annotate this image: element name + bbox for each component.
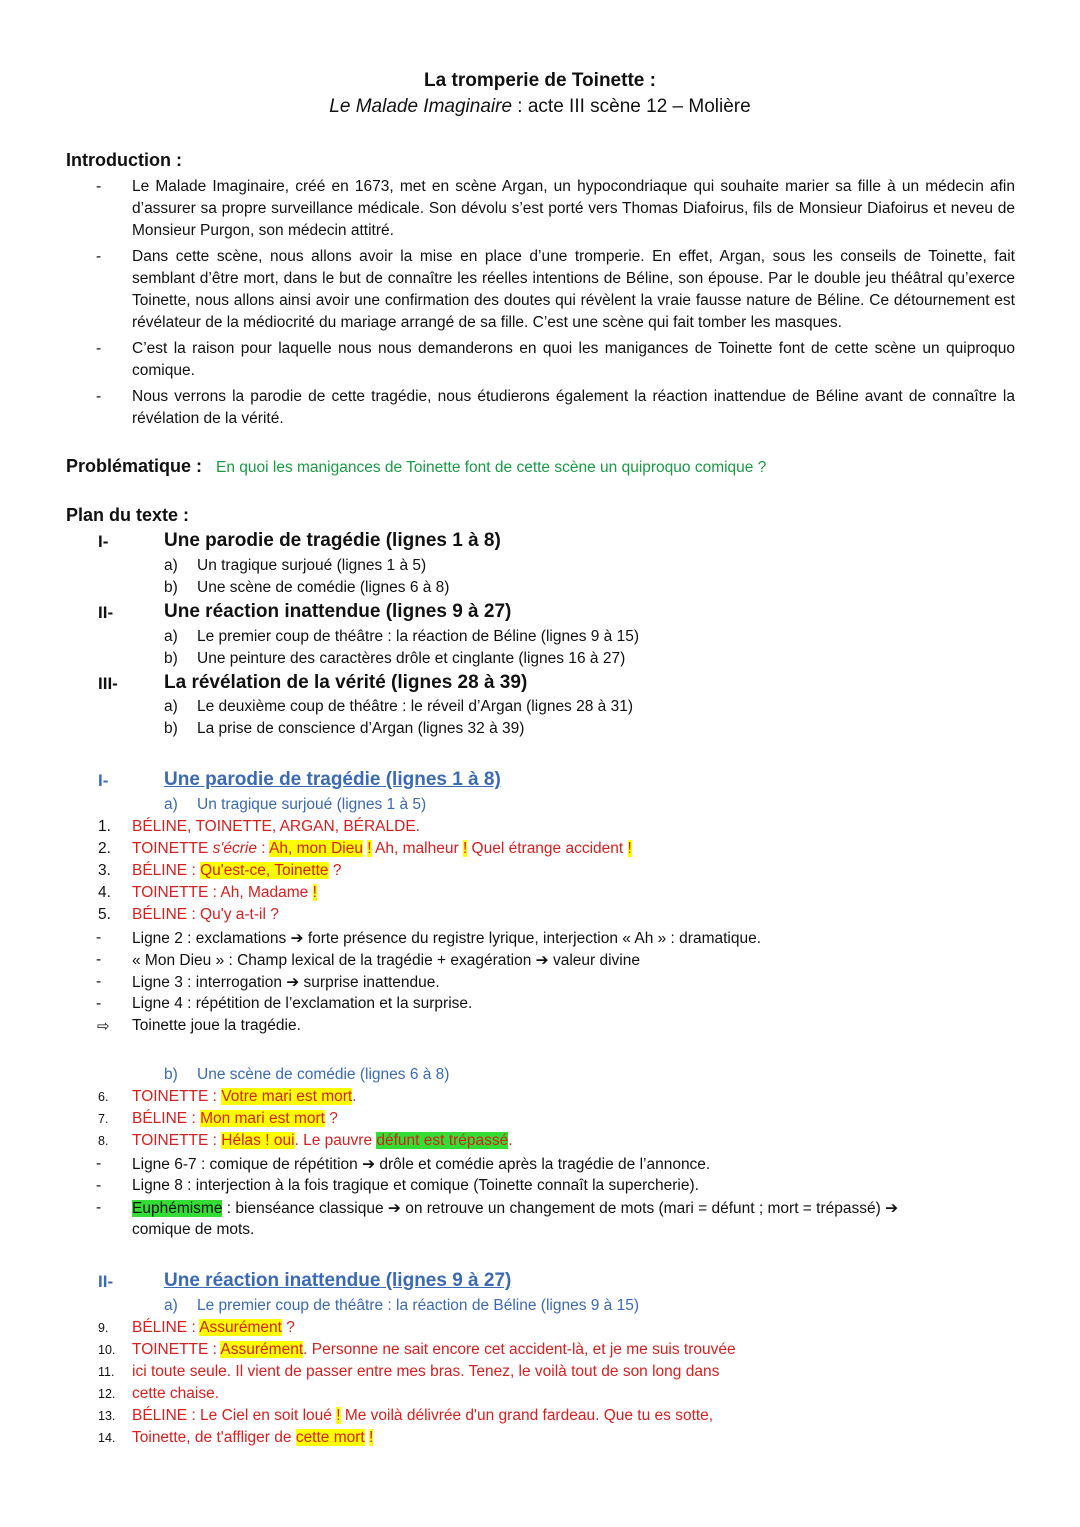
text-line-8: TOINETTE : Hélas ! oui. Le pauvre défunt est trépassé. [132, 1132, 513, 1149]
intro-paragraph-2: Dans cette scène, nous allons avoir la mise en place d’une tromperie. En effet, Argan, sous les conseils de Toinette, fait semblant d’être mort, dans le but de connaître les réelles intentions de Béline, son épouse. Par le double jeu théâtral qu’exerce Toinette, nous allons ainsi avoir une confirmation des doutes qui révèlent la vraie fausse nature de Béline. Ce détournement est révélateur de la médiocrité du mariage arrangé de sa fille. C’est une scène qui fait tomber les masques. [132, 248, 1015, 331]
bullet-dash: - [96, 929, 102, 946]
line-number: 10. [98, 1343, 116, 1357]
plan-part-3-sub-b: b) La prise de conscience d’Argan (lignes 32 à 39) [164, 720, 525, 737]
line-number: 1. [98, 818, 111, 835]
arrow-bullet-icon: ⇨ [97, 1018, 110, 1035]
plan-part-1-sub-a: a) Un tragique surjoué (lignes 1 à 5) [164, 557, 427, 574]
plan-part-3-sub-a: a) Le deuxième coup de théâtre : le réveil d’Argan (lignes 28 à 31) [164, 698, 633, 715]
bullet-dash: - [96, 1199, 102, 1216]
intro-heading: Introduction : [66, 150, 182, 170]
bullet-dash: - [96, 340, 102, 357]
intro-paragraph-4: Nous verrons la parodie de cette tragédie, nous étudierons également la réaction inattendue de Béline avant de connaître la révélation de la vérité. [132, 388, 1015, 427]
section-1-sub-a: a) Un tragique surjoué (lignes 1 à 5) [164, 796, 427, 813]
plan-part-1-sub-b: b) Une scène de comédie (lignes 6 à 8) [164, 579, 450, 596]
line-number: 14. [98, 1431, 116, 1445]
section-2-roman: II- [98, 1272, 114, 1291]
text-line-11: ici toute seule. Il vient de passer entre mes bras. Tenez, le voilà tout de son long dans [132, 1363, 720, 1380]
analysis-7: Euphémisme : bienséance classique ➔ on retrouve un changement de mots (mari = défunt ; mort = trépassé) ➔ [132, 1200, 899, 1217]
work-title: Le Malade Imaginaire [329, 96, 513, 117]
text-line-10: TOINETTE : Assurément. Personne ne sait encore cet accident-là, et je me suis trouvée [132, 1341, 736, 1358]
analysis-2: « Mon Dieu » : Champ lexical de la tragédie + exagération ➔ valeur divine [132, 952, 640, 969]
bullet-dash: - [96, 995, 102, 1012]
intro-paragraph-3: C’est la raison pour laquelle nous nous demanderons en quoi les manigances de Toinette font de cette scène un quiproquo comique. [132, 340, 1015, 379]
line-number: 2. [98, 840, 111, 857]
text-line-7: BÉLINE : Mon mari est mort ? [132, 1110, 338, 1127]
plan-roman-3: III- [98, 674, 118, 693]
section-1-roman: I- [98, 771, 109, 790]
text-line-14: Toinette, de t'affliger de cette mort ! [132, 1429, 374, 1446]
line-number: 6. [98, 1090, 109, 1104]
plan-part-2-sub-a: a) Le premier coup de théâtre : la réaction de Béline (lignes 9 à 15) [164, 628, 640, 645]
text-line-4: TOINETTE : Ah, Madame ! [132, 884, 317, 901]
line-number: 11. [98, 1365, 115, 1379]
doc-subtitle [0, 96, 1080, 118]
plan-part-2-sub-b: b) Une peinture des caractères drôle et cinglante (lignes 16 à 27) [164, 650, 626, 667]
analysis-6: Ligne 8 : interjection à la fois tragique et comique (Toinette connaît la supercherie). [132, 1177, 699, 1194]
bullet-dash: - [96, 1177, 102, 1194]
bullet-dash: - [96, 388, 102, 405]
problematique-text: En quoi les manigances de Toinette font de cette scène un quiproquo comique ? [216, 459, 767, 476]
plan-heading: Plan du texte : [66, 505, 190, 525]
line-number: 9. [98, 1321, 109, 1335]
section-2-title: Une réaction inattendue (lignes 9 à 27) [164, 1270, 512, 1291]
text-line-13: BÉLINE : Le Ciel en soit loué ! Me voilà délivrée d'un grand fardeau. Que tu es sotte, [132, 1407, 714, 1424]
analysis-5: Ligne 6-7 : comique de répétition ➔ drôle et comédie après la tragédie de l’annonce. [132, 1156, 711, 1173]
bullet-dash: - [96, 973, 102, 990]
line-number: 12. [98, 1387, 116, 1401]
section-2-sub-a: a) Le premier coup de théâtre : la réaction de Béline (lignes 9 à 15) [164, 1297, 640, 1314]
bullet-dash: - [96, 248, 102, 265]
line-number: 5. [98, 906, 111, 923]
text-line-3: BÉLINE : Qu'est-ce, Toinette ? [132, 862, 342, 879]
doc-title: La tromperie de Toinette : [424, 70, 656, 91]
bullet-dash: - [96, 1155, 102, 1172]
text-line-1: BÉLINE, TOINETTE, ARGAN, BÉRALDE. [132, 818, 420, 835]
bullet-dash: - [96, 951, 102, 968]
plan-roman-1: I- [98, 532, 109, 551]
plan-part-2-title: Une réaction inattendue (lignes 9 à 27) [164, 601, 512, 622]
analysis-1: Ligne 2 : exclamations ➔ forte présence du registre lyrique, interjection « Ah » : dramatique. [132, 930, 762, 947]
section-1-title: Une parodie de tragédie (lignes 1 à 8) [164, 769, 501, 790]
text-line-2: TOINETTE s'écrie : Ah, mon Dieu ! Ah, malheur ! Quel étrange accident ! [132, 840, 632, 857]
line-number: 3. [98, 862, 111, 879]
line-number: 4. [98, 884, 111, 901]
text-line-6: TOINETTE : Votre mari est mort. [132, 1088, 357, 1105]
plan-roman-2: II- [98, 603, 114, 622]
line-number: 13. [98, 1409, 116, 1423]
line-number: 7. [98, 1112, 109, 1126]
bullet-dash: - [96, 178, 102, 195]
analysis-7-cont: comique de mots. [132, 1221, 255, 1238]
plan-part-1-title: Une parodie de tragédie (lignes 1 à 8) [164, 530, 501, 551]
analysis-4: Ligne 4 : répétition de l’exclamation et la surprise. [132, 995, 473, 1012]
subtitle-rest: : acte III scène 12 – Molière [512, 96, 751, 117]
conclusion-1: Toinette joue la tragédie. [132, 1017, 301, 1034]
problematique-label: Problématique : [66, 456, 203, 476]
text-line-12: cette chaise. [132, 1385, 220, 1402]
analysis-3: Ligne 3 : interrogation ➔ surprise inattendue. [132, 974, 440, 991]
text-line-5: BÉLINE : Qu'y a-t-il ? [132, 906, 279, 923]
plan-part-3-title: La révélation de la vérité (lignes 28 à 39) [164, 672, 528, 693]
text-line-9: BÉLINE : Assurément ? [132, 1319, 295, 1336]
intro-paragraph-1: Le Malade Imaginaire, créé en 1673, met en scène Argan, un hypocondriaque qui souhaite marier sa fille à un médecin afin d’assurer sa propre surveillance médicale. Son dévolu s’est porté vers Thomas Diafoirus, fils de Monsieur Diafoirus et neveu de Monsieur Purgon, son médecin attitré. [132, 178, 1015, 239]
section-1-sub-b: b) Une scène de comédie (lignes 6 à 8) [164, 1066, 450, 1083]
line-number: 8. [98, 1134, 109, 1148]
